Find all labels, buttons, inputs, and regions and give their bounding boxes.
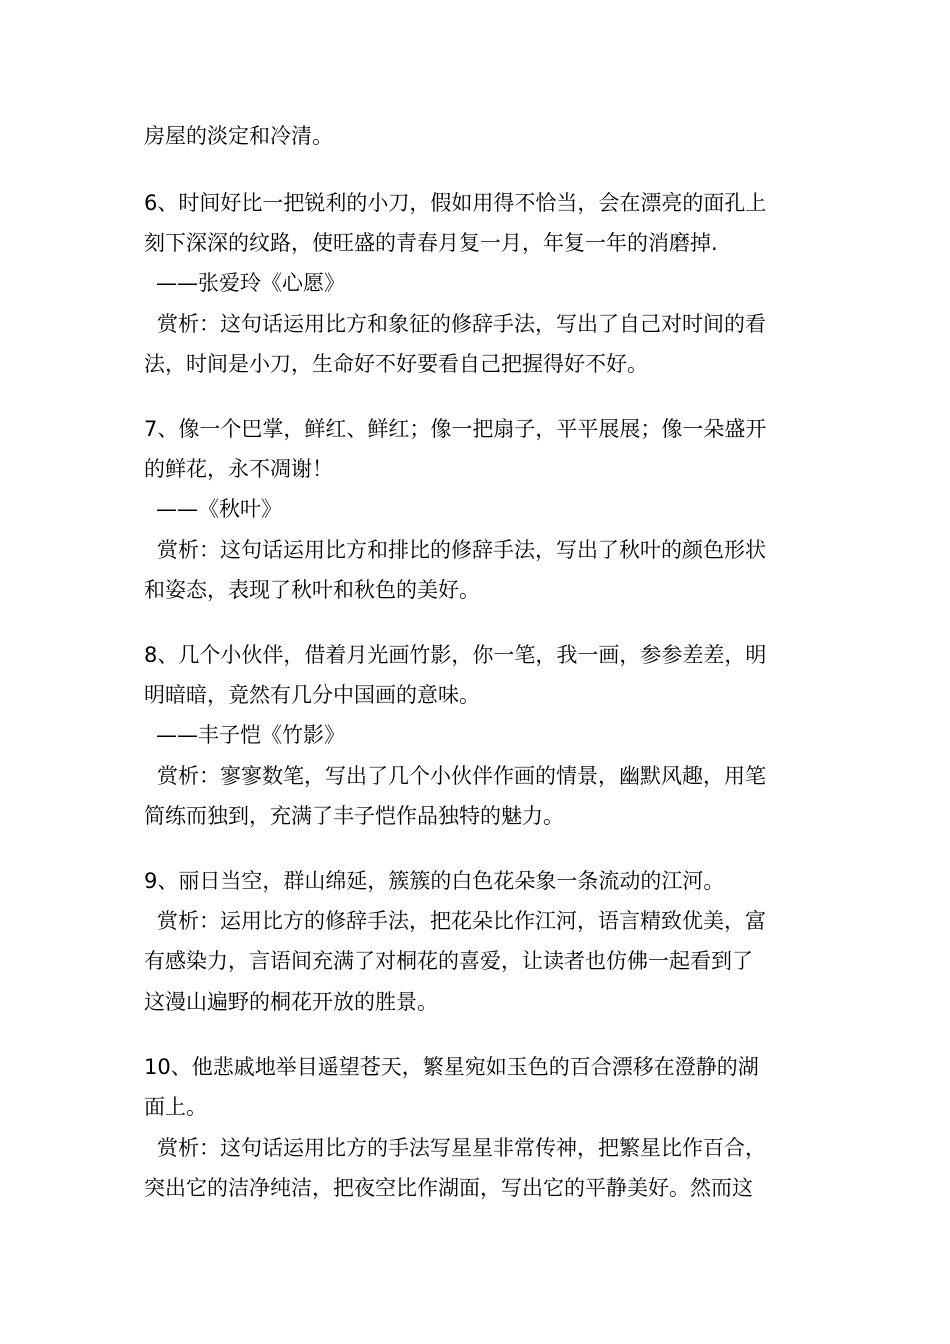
text-line: 面上。 [144,1095,207,1119]
text-line: 刻下深深的纹路，使旺盛的青春月复一月，年复一年的消磨掉. [144,231,718,255]
text-line: 9、丽日当空，群山绵延，簇簇的白色花朵象一条流动的江河。 [144,869,725,893]
source-line: ——丰子恺《竹影》 [156,723,345,747]
text-line: 6、时间好比一把锐利的小刀，假如用得不恰当，会在漂亮的面孔上 [144,191,767,215]
analysis-line: 赏析：这句话运用比方和排比的修辞手法，写出了秋叶的颜色形状 [157,538,766,562]
analysis-line: 赏析：这句话运用比方和象征的修辞手法，写出了自己对时间的看 [157,312,766,336]
text-line: 这漫山遍野的桐花开放的胜景。 [144,990,438,1014]
analysis-line: 赏析：运用比方的修辞手法，把花朵比作江河，语言精致优美，富 [157,909,766,933]
text-line: 法，时间是小刀，生命好不好要看自己把握得好不好。 [144,352,648,376]
text-line: 7、像一个巴掌，鲜红、鲜红；像一把扇子，平平展展；像一朵盛开 [144,417,767,441]
text-line: 有感染力，言语间充满了对桐花的喜爱，让读者也仿佛一起看到了 [144,949,753,973]
text-line: 突出它的洁净纯洁，把夜空比作湖面，写出它的平静美好。然而这 [144,1176,753,1200]
text-line: 的鲜花，永不凋谢！ [144,457,333,481]
analysis-line: 赏析：这句话运用比方的手法写星星非常传神，把繁星比作百合， [157,1136,766,1160]
text-line: 明暗暗，竟然有几分中国画的意味。 [144,683,480,707]
text-line: 8、几个小伙伴，借着月光画竹影，你一笔，我一画，参参差差，明 [144,643,767,667]
analysis-line: 赏析：寥寥数笔，写出了几个小伙伴作画的情景，幽默风趣，用笔 [157,764,766,788]
text-line: 10、他悲戚地举目遥望苍天，繁星宛如玉色的百合漂移在澄静的湖 [144,1055,759,1079]
source-line: ——张爱玲《心愿》 [156,271,345,295]
text-line: 和姿态，表现了秋叶和秋色的美好。 [144,578,480,602]
text-line: 简练而独到，充满了丰子恺作品独特的魅力。 [144,804,564,828]
text-line: 房屋的淡定和冷清。 [144,124,333,148]
source-line: ——《秋叶》 [156,497,282,521]
